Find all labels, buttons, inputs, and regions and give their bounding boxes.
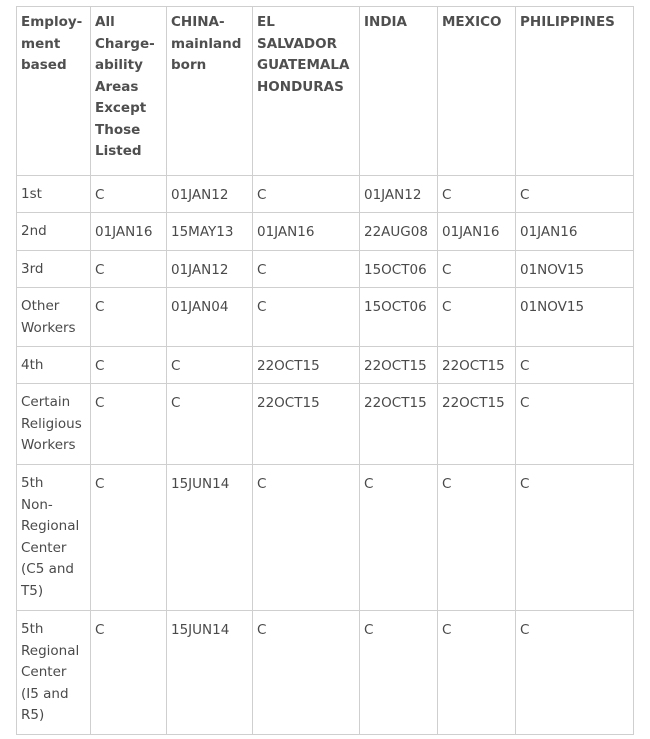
cell-philippines: C: [516, 611, 634, 735]
cell-india: 01JAN12: [360, 176, 438, 213]
header-all-chargeability: All Charge- ability Areas Except Those Listed: [91, 7, 167, 176]
cell-china: 15MAY13: [167, 213, 253, 251]
cell-all-chargeability: C: [91, 465, 167, 611]
cell-mexico: C: [438, 465, 516, 611]
cell-el-salvador: 22OCT15: [253, 347, 360, 384]
cell-india: 15OCT06: [360, 251, 438, 288]
table-row: [17, 384, 634, 465]
row-category: Certain Religious Workers: [17, 384, 91, 465]
cell-india: C: [360, 465, 438, 611]
header-el-salvador-guatemala-honduras: EL SALVADOR GUATEMALA HONDURAS: [253, 7, 360, 176]
cell-philippines: C: [516, 465, 634, 611]
header-employment-based: Employ- ment based: [17, 7, 91, 176]
cell-all-chargeability: C: [91, 347, 167, 384]
cell-mexico: 22OCT15: [438, 384, 516, 465]
cell-china: 15JUN14: [167, 465, 253, 611]
cell-mexico: C: [438, 176, 516, 213]
row-category: 5th Non- Regional Center (C5 and T5): [17, 465, 91, 611]
cell-india: 22AUG08: [360, 213, 438, 251]
row-category: 1st: [17, 176, 91, 213]
cell-all-chargeability: C: [91, 611, 167, 735]
cell-el-salvador: C: [253, 465, 360, 611]
table-row: [17, 465, 634, 611]
cell-philippines: 01NOV15: [516, 251, 634, 288]
cell-el-salvador: C: [253, 288, 360, 347]
table-row: [17, 611, 634, 735]
visa-bulletin-table: [16, 6, 634, 735]
header-row: [17, 7, 634, 176]
cell-china: C: [167, 347, 253, 384]
row-category: 2nd: [17, 213, 91, 251]
cell-el-salvador: C: [253, 251, 360, 288]
table-row: [17, 213, 634, 251]
cell-india: C: [360, 611, 438, 735]
cell-all-chargeability: C: [91, 176, 167, 213]
table-row: [17, 347, 634, 384]
table-row: [17, 288, 634, 347]
cell-el-salvador: C: [253, 611, 360, 735]
cell-all-chargeability: C: [91, 288, 167, 347]
row-category: 4th: [17, 347, 91, 384]
cell-all-chargeability: 01JAN16: [91, 213, 167, 251]
cell-all-chargeability: C: [91, 384, 167, 465]
cell-all-chargeability: C: [91, 251, 167, 288]
cell-mexico: 01JAN16: [438, 213, 516, 251]
cell-india: 15OCT06: [360, 288, 438, 347]
cell-philippines: C: [516, 347, 634, 384]
cell-india: 22OCT15: [360, 384, 438, 465]
row-category: Other Workers: [17, 288, 91, 347]
cell-philippines: 01JAN16: [516, 213, 634, 251]
header-mexico: MEXICO: [438, 7, 516, 176]
cell-philippines: C: [516, 384, 634, 465]
cell-mexico: C: [438, 611, 516, 735]
cell-china: 01JAN12: [167, 176, 253, 213]
cell-china: 01JAN04: [167, 288, 253, 347]
cell-el-salvador: C: [253, 176, 360, 213]
cell-india: 22OCT15: [360, 347, 438, 384]
row-category: 3rd: [17, 251, 91, 288]
cell-mexico: C: [438, 251, 516, 288]
cell-el-salvador: 01JAN16: [253, 213, 360, 251]
header-philippines: PHILIPPINES: [516, 7, 634, 176]
cell-el-salvador: 22OCT15: [253, 384, 360, 465]
table-row: [17, 251, 634, 288]
cell-mexico: C: [438, 288, 516, 347]
table-row: [17, 176, 634, 213]
cell-china: C: [167, 384, 253, 465]
cell-philippines: 01NOV15: [516, 288, 634, 347]
visa-bulletin-table-container: [16, 6, 634, 735]
cell-mexico: 22OCT15: [438, 347, 516, 384]
cell-philippines: C: [516, 176, 634, 213]
header-china: CHINA- mainland born: [167, 7, 253, 176]
cell-china: 01JAN12: [167, 251, 253, 288]
cell-china: 15JUN14: [167, 611, 253, 735]
row-category: 5th Regional Center (I5 and R5): [17, 611, 91, 735]
header-india: INDIA: [360, 7, 438, 176]
